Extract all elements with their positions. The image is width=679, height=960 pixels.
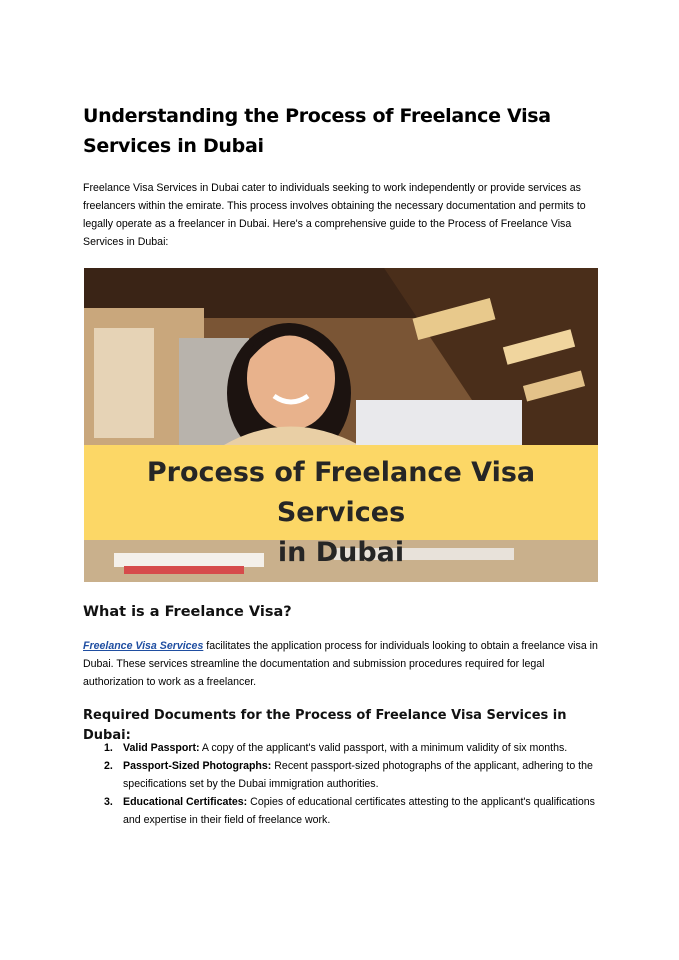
section-heading-freelance-visa: What is a Freelance Visa? xyxy=(83,604,292,620)
page-title: Understanding the Process of Freelance Visa Services in Dubai xyxy=(83,105,551,157)
hero-banner-line-2: in Dubai xyxy=(277,537,405,568)
list-item-number: 2. xyxy=(104,760,113,772)
list-item xyxy=(83,739,598,757)
intro-paragraph: Freelance Visa Services in Dubai cater to individuals seeking to work independently or provide services as freelancers within the emirate. This process involves obtaining the necessary documentation and permits to legally operate as a freelancer in Dubai. Here's a comprehensive guide to the Process of Freelance Visa Services in Dubai: xyxy=(83,182,586,248)
list-item-label: Valid Passport: xyxy=(123,742,200,754)
required-documents-list xyxy=(83,739,598,829)
freelance-visa-paragraph xyxy=(83,637,598,691)
list-item-label: Passport-Sized Photographs: xyxy=(123,760,272,772)
hero-banner-line-1: Process of Freelance Visa Services xyxy=(146,457,536,528)
list-item xyxy=(83,793,598,829)
list-item-number: 1. xyxy=(104,742,113,754)
section-heading-required-documents: Required Documents for the Process of Freelance Visa Services in Dubai: xyxy=(83,708,567,743)
list-item-label: Educational Certificates: xyxy=(123,796,248,808)
list-item-text: A copy of the applicant's valid passport, with a minimum validity of six months. xyxy=(199,742,568,754)
hero-image xyxy=(84,268,598,582)
hero-banner xyxy=(84,445,598,568)
freelance-visa-paragraph-body: facilitates the application process for individuals looking to obtain a freelance visa in Dubai. These services streamline the documentation and submission procedures required for legal authorization to work as a freelancer. xyxy=(83,640,598,688)
freelance-visa-services-link[interactable]: Freelance Visa Services xyxy=(83,640,204,652)
list-item-number: 3. xyxy=(104,796,113,808)
list-item xyxy=(83,757,598,793)
list-item-text: Recent passport-sized photographs of the applicant, adhering to the specifications set by the Dubai immigration authorities. xyxy=(123,760,593,790)
list-item-text: Copies of educational certificates attesting to the applicant's qualifications and expertise in their field of freelance work. xyxy=(123,796,595,826)
